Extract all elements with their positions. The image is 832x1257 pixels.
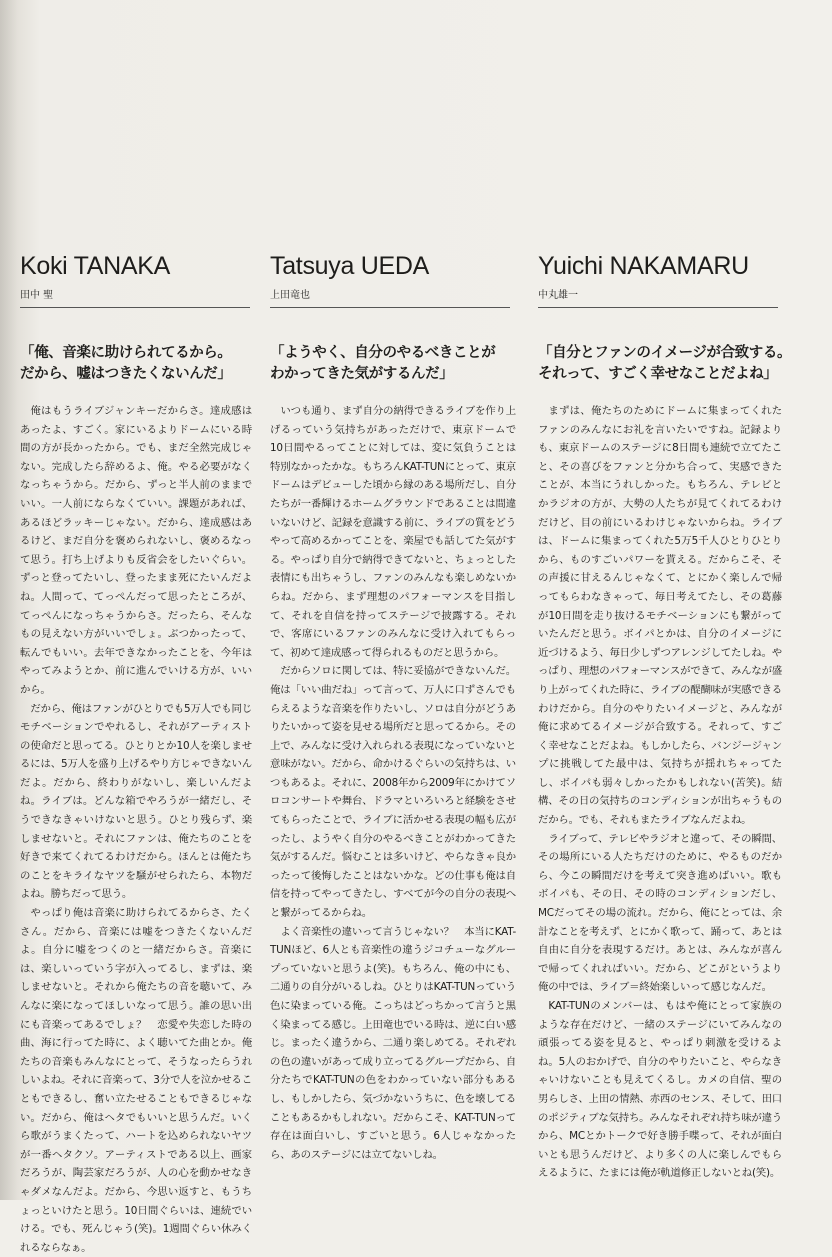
pull-quote-line: 「俺、音楽に助けられてるから。 [20, 344, 232, 361]
member-kanji-name: 中丸雄一 [538, 286, 778, 308]
body-paragraph: やっぱり俺は音楽に助けられてるからさ、たくさん。だから、音楽には嘘をつきたくないんだよ。自分に嘘をつくのと一緒だからさ。音楽には、楽しいっていう字が入ってるし、まずは、楽しませないと。それから俺たちの音を聴いて、みんなに楽になってほしいなって思う。誰の思い出にも音楽ってあるでしょ？ 恋愛や失恋した時の曲、海に行ってた時に、よく聴いてた曲とか。俺たちの音楽もみんなにとって、そうなったらうれしいよね。それに音楽って、3分で人を泣かせることもできるし、奮い立たせることもできるじゃない。だから、俺はヘタでもいいと思うんだ。いくら歌がうまくたって、ハートを込められないヤツが一番ヘタクソ。アーティストである以上、画家だろうが、陶芸家だろうが、人の心を動かせなきゃダメなんだよ。だから、今思い返すと、もうちょっといけたと思う。10日間ぐらいは、連続でいける。でも、死んじゃう(笑)。1週間ぐらい休みくれるならなぁ。 [20, 907, 252, 1254]
interview-body [538, 402, 782, 1183]
pull-quote [270, 342, 516, 384]
member-name: Yuichi NAKAMARU [538, 252, 749, 280]
member-kanji-name: 田中 聖 [20, 286, 250, 308]
pull-quote-line: だから、嘘はつきたくないんだ」 [20, 365, 232, 382]
pull-quote [538, 342, 792, 384]
body-paragraph: よく音楽性の違いって言うじゃない？ 本当にKAT-TUNほど、6人とも音楽性の違うジコチューなグループっていないと思うよ(笑)。もちろん、俺の中にも、二通りの自分がいるしね。ひとりはKAT-TUNっていう色に染まっている俺。こっちはどっちかって言うと黒く染まってる感じ。上田竜也でいる時は、逆に白い感じ。まったく違うから、二通り楽しめてる。それぞれの色の違いがあって成り立ってるグループだから、自分たちでKAT-TUNの色をわかっていない部分もあるし、もしかしたら、気づかないうちに、色を壊してることもあるかもしれない。だからこそ、KAT-TUNって存在は面白いし、すごいと思う。6人じゃなかったら、あのステージには立てないしね。 [270, 925, 516, 1161]
interview-body [20, 402, 252, 1257]
body-paragraph: まずは、俺たちのためにドームに集まってくれたファンのみんなにお礼を言いたいですね。記録よりも、東京ドームのステージに8日間も連続で立てたこと、その喜びをファンと分かち合って、実感できたことが、本当にうれしかった。もちろん、テレビとかラジオの方が、大勢の人たちが見てくれてるわけだけど、目の前にいるわけじゃないからね。ライブは、ドームに集まってくれた5万5千人ひとりひとりから、ものすごいパワーを貰える。だからこそ、その声援に甘えるんじゃなくて、とにかく楽しんで帰ってもらわなきゃって、毎日考えてたし、その葛藤が10日間を走り抜けるモチベーションにも繋がっていたんだと思う。ボイパとかは、自分のイメージに近づけるよう、毎日少しずつアレンジしてたしね。やっぱり、理想のパフォーマンスができて、みんなが盛り上がってくれた時に、ライブの醍醐味が実感できるわけだから。自分のやりたいイメージと、みんなが俺に求めてるイメージが合致する。それって、すごく幸せなことだよね。もしかしたら、バンジージャンプに挑戦してた最中は、気持ちが揺れちゃってたし、ボイパも弱々しかったかもしれない(苦笑)。結構、その日の気持ちのコンディションが出ちゃうものだから。でも、それもまたライブなんだよね。 [538, 405, 782, 827]
body-paragraph: ライブって、テレビやラジオと違って、その瞬間、その場所にいる人たちだけのために、やるものだから、今この瞬間だけを考えて突き進めばいい。歌もボイパも、その日、その時のコンディションだし、MCだってその場の流れ。だから、俺にとっては、余計なことを考えず、とにかく歌って、踊って、あとは自由に自分を表現するだけ。あとは、みんなが喜んで帰ってくれればいい。だから、どこがというより俺の中では、ライブ＝終始楽しいって感じなんだ。 [538, 832, 782, 994]
body-paragraph: KAT-TUNのメンバーは、もはや俺にとって家族のような存在だけど、一緒のステージにいてみんなの頑張ってる姿を見ると、やっぱり刺激を受けるよね。5人のおかげで、自分のやりたいこと、やらなきゃいけないことも見えてくるし。カメの自信、聖の男らしさ、上田の情熱、赤西のセンス、そして、田口のポジティブな気持ち。みんなそれぞれ持ち味が違うから、MCとかトークで好き勝手喋って、それが面白いとも思うんだけど、より多くの人に楽しんでもらえるように、たまには俺が軌道修正しないとね(笑)。 [538, 1000, 782, 1180]
body-paragraph: いつも通り、まず自分の納得できるライブを作り上げるっていう気持ちがあっただけで、東京ドームで10日間やるってことに対しては、変に気負うことは特別なかったかな。もちろんKAT-TUNにとって、東京ドームはデビューした頃から縁のある場所だし、自分たちが一番輝けるホームグラウンドであることは間違いないけど、記録を意識する前に、ライブの質をどうやって高めるかってことを、楽屋でも話してた気がする。やっぱり自分で納得できてないと、ちょっとした表情にも出ちゃうし、ファンのみんなも楽しめないからね。だから、まず理想のパフォーマンスを目指して、それを自信を持ってステージで披露する。それで、客席にいるファンのみんなに受け入れてもらって、初めて達成感って得られるものだと思うから。 [270, 405, 516, 659]
body-paragraph: だから、俺はファンがひとりでも5万人でも同じモチベーションでやれるし、それがアーティストの使命だと思ってる。ひとりとか10人を楽しませるには、5万人を盛り上げるやり方じゃできないんだよ。だから、終わりがないし、楽しいんだよね。ライブは。どんな箱でやろうが一緒だし、そうできなきゃいけないと思う。ひとり残らず、楽しませないと。それにファンは、俺たちのことを好きで来てくれてるわけだから。ほんとは俺たちのことをキライなヤツを騒がせられたら、本物だよね。勝ちだって思う。 [20, 702, 252, 901]
member-name: Tatsuya UEDA [270, 252, 429, 280]
member-name: Koki TANAKA [20, 252, 170, 280]
pull-quote-line: わかってきた気がするんだ」 [270, 365, 454, 382]
pull-quote-line: 「自分とファンのイメージが合致する。 [538, 344, 792, 361]
member-kanji-name: 上田竜也 [270, 286, 510, 308]
pull-quote-line: それって、すごく幸せなことだよね」 [538, 365, 778, 382]
member-column-ueda [270, 250, 516, 1164]
body-paragraph: だからソロに関しては、特に妥協ができないんだ。俺は「いい曲だね」って言って、万人に口ずさんでもらえるような音楽を作りたいし、ソロは自分がどうありたいかって姿を見せる場所だと思ってるから。その上で、みんなに受け入れられる表現になっていないと意味がない。だから、命かけるぐらいの気持ちは、いつもあるよ。それに、2008年から2009年にかけてソロコンサートや舞台、ドラマといろいろと経験をさせてもらったことで、ライブに活かせる表現の幅も広がったし、ようやく自分のやるべきことがわかってきた気がするんだ。悩むことは多いけど、やらなきゃ良かったって後悔したことはないかな。どの仕事も俺は自信を持ってやってきたし、すべてが今の自分の表現へと繋がってるからね。 [270, 665, 516, 920]
member-column-tanaka [20, 250, 252, 1257]
pull-quote [20, 342, 252, 384]
interview-body [270, 402, 516, 1164]
body-paragraph: 俺はもうライブジャンキーだからさ。達成感はあったよ、すごく。家にいるよりドームにいる時間の方が長かったから。でも、まだ全然完成じゃない。完成したら辞めるよ、俺。やる必要がなくなっちゃうから。だから、ずっと半人前のままでいい。一人前にならなくていい。課題があれば、あるほどラッキーじゃない。だから、達成感はあるけど、まだ自分を褒められないし、褒めるなって思う。打ち上げよりも反省会をしたいぐらい。ずっと登ってたいし、登ったまま死にたいんだよね。人間って、てっぺんだって思ったところが、てっぺんになっちゃうからさ。だったら、そんなもの見えない方がいいでしょ。ぶつかったって、転んでもいい。去年できなかったことを、今年はやってみようとか、前に進んでいける方が、いいから。 [20, 405, 252, 696]
pull-quote-line: 「ようやく、自分のやるべきことが [270, 344, 496, 361]
member-column-nakamaru [538, 250, 792, 1183]
